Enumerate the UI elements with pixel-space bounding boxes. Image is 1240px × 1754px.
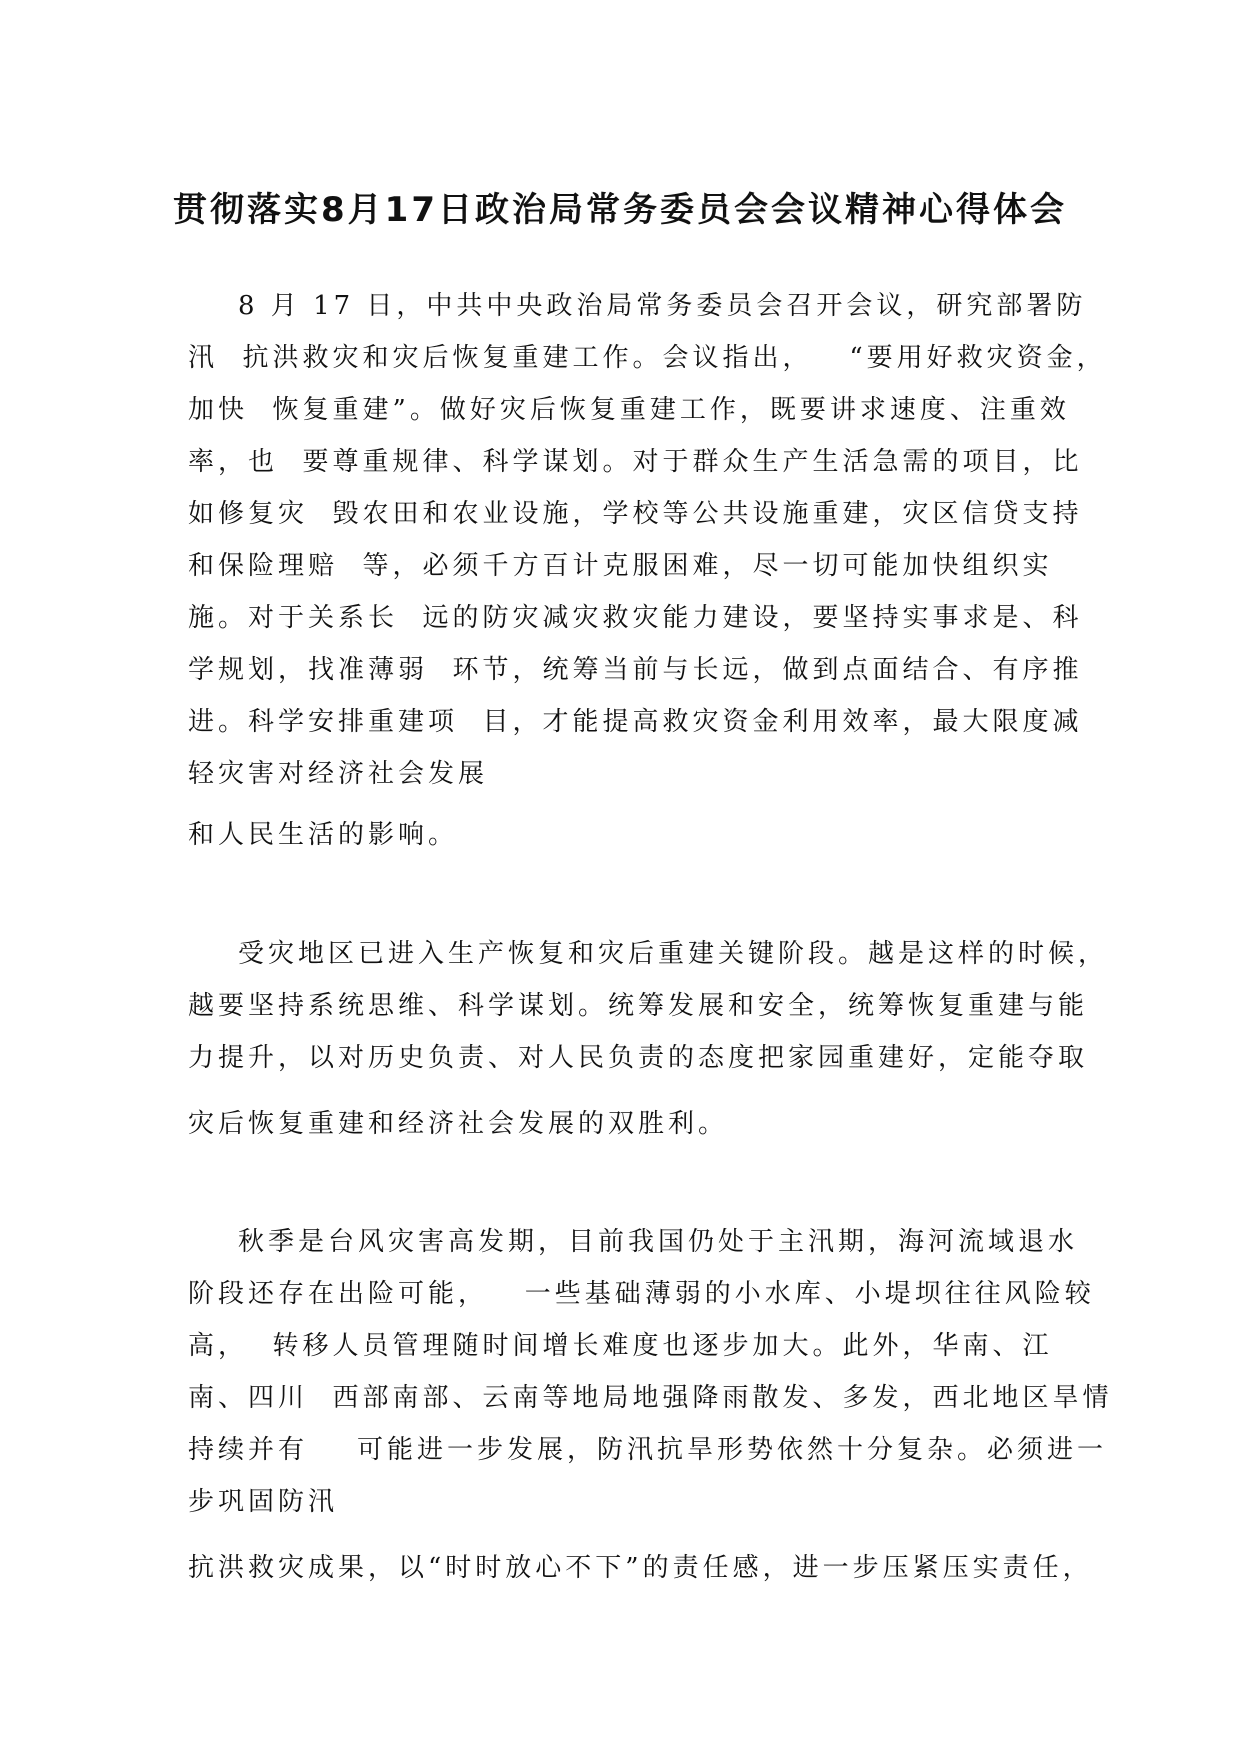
paragraph-3-line-4: 南、四川 西部南部、云南等地局地强降雨散发、多发，西北地区旱情 <box>188 1383 1113 1413</box>
paragraph-1-line-8: 学规划，找准薄弱 环节，统筹当前与长远，做到点面结合、有序推 <box>188 655 1083 685</box>
paragraph-1-line-3: 加快 恢复重建”。做好灾后恢复重建工作，既要讲求速度、注重效 <box>188 395 1070 425</box>
document-title: 贯彻落实8月17日政治局常务委员会会议精神心得体会 <box>173 190 1067 230</box>
paragraph-1-line-5: 如修复灾 毁农田和农业设施，学校等公共设施重建，灾区信贷支持 <box>188 499 1083 529</box>
paragraph-2-line-2: 越要坚持系统思维、科学谋划。统筹发展和安全，统筹恢复重建与能 <box>188 991 1089 1021</box>
paragraph-1-line-4: 率，也 要尊重规律、科学谋划。对于群众生产生活急需的项目，比 <box>188 447 1083 477</box>
paragraph-1-line-10: 轻灾害对经济社会发展 <box>188 759 489 789</box>
paragraph-2-tail: 灾后恢复重建和经济社会发展的双胜利。 <box>188 1109 729 1139</box>
paragraph-1-line-2: 汛 抗洪救灾和灾后恢复重建工作。会议指出， “要用好救灾资金， <box>188 343 1107 373</box>
paragraph-1-tail: 和人民生活的影响。 <box>188 820 459 850</box>
paragraph-2-line-1: 受灾地区已进入生产恢复和灾后重建关键阶段。越是这样的时候， <box>238 939 1109 969</box>
paragraph-1-line-1: 8 月 17 日，中共中央政治局常务委员会召开会议，研究部署防 <box>238 291 1087 321</box>
paragraph-1-line-6: 和保险理赔 等，必须千方百计克服困难，尽一切可能加快组织实 <box>188 551 1053 581</box>
paragraph-3-line-6: 步巩固防汛 <box>188 1487 339 1517</box>
paragraph-3-tail: 抗洪救灾成果，以“时时放心不下”的责任感，进一步压紧压实责任， <box>188 1553 1093 1583</box>
paragraph-3-line-5: 持续并有 可能进一步发展，防汛抗旱形势依然十分复杂。必须进一 <box>188 1435 1108 1465</box>
paragraph-3-line-1: 秋季是台风灾害高发期，目前我国仍处于主汛期，海河流域退水 <box>238 1227 1079 1257</box>
paragraph-2-line-3: 力提升，以对历史负责、对人民负责的态度把家园重建好，定能夺取 <box>188 1043 1089 1073</box>
paragraph-1-line-9: 进。科学安排重建项 目，才能提高救灾资金利用效率，最大限度减 <box>188 707 1083 737</box>
paragraph-1-line-7: 施。对于关系长 远的防灾减灾救灾能力建设，要坚持实事求是、科 <box>188 603 1083 633</box>
paragraph-3-line-3: 高， 转移人员管理随时间增长难度也逐步加大。此外，华南、江 <box>188 1331 1053 1361</box>
paragraph-3-line-2: 阶段还存在出险可能， 一些基础薄弱的小水库、小堤坝往往风险较 <box>188 1279 1095 1309</box>
